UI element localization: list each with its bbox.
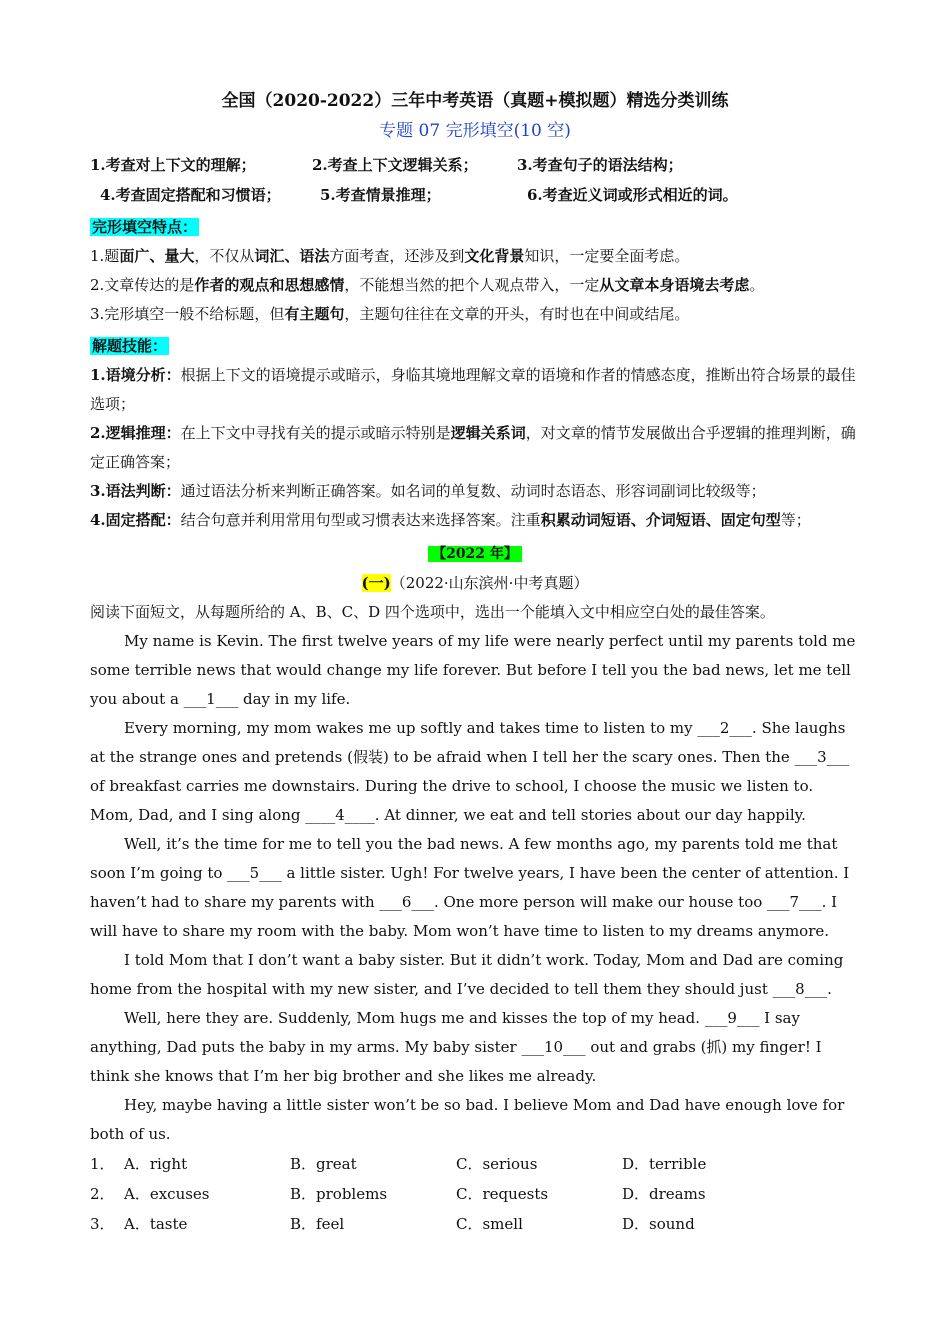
exam-points-row: [90, 150, 860, 180]
option-b: B．problems: [290, 1185, 388, 1203]
passage-paragraph: Well, it’s the time for me to tell you the bad news. A few months ago, my parents told me that soon I’m going to ___5___ a little sister. Ugh! For twelve years, I have been the center of attention. I haven’t had to share my parents with ___6___. One more person will make our house too ___7___. I will have to share my room with the baby. Mom won’t have time to listen to my dreams anymore.: [90, 835, 850, 940]
exam-point: 3.考查句子的语法结构；: [517, 156, 683, 174]
option-d: D．dreams: [622, 1185, 706, 1203]
part-label: (一): [361, 574, 391, 592]
exam-points: [90, 150, 860, 210]
page-title: 全国（2020-2022）三年中考英语（真题+模拟题）精选分类训练: [221, 91, 729, 111]
document-page: [90, 88, 860, 1239]
exam-point: 4.考查固定搭配和习惯语；: [100, 186, 281, 204]
question-number: 1．: [90, 1155, 115, 1173]
option-a: A．right: [124, 1155, 188, 1173]
skill-item: 2.逻辑推理：在上下文中寻找有关的提示或暗示特别是逻辑关系词，对文章的情节发展做出合乎逻辑的推理判断，确定正确答案；: [90, 424, 856, 471]
skills-heading-line: [90, 331, 860, 361]
feature-item: 1.题面广、量大，不仅从词汇、语法方面考查，还涉及到文化背景知识，一定要全面考虑。: [90, 247, 690, 265]
feature-item: 2.文章传达的是作者的观点和思想感情，不能想当然的把个人观点带入，一定从文章本身语境去考虑。: [90, 276, 765, 294]
feature-item: 3.完形填空一般不给标题，但有主题句，主题句往往在文章的开头，有时也在中间或结尾。: [90, 305, 690, 323]
passage-paragraph: My name is Kevin. The first twelve years of my life were nearly perfect until my parents told me some terrible news that would change my life forever. But before I tell you the bad news, let me tell you about a ___1___ day in my life.: [90, 632, 856, 708]
exam-point: 1.考查对上下文的理解；: [90, 156, 256, 174]
option-row: [90, 1149, 860, 1179]
features-heading: 完形填空特点：: [92, 218, 198, 236]
exam-point: 6.考查近义词或形式相近的词。: [527, 186, 738, 204]
option-b: B．feel: [290, 1215, 345, 1233]
features-heading-line: [90, 212, 860, 242]
question-number: 2．: [90, 1185, 115, 1203]
instruction: 阅读下面短文，从每题所给的 A、B、C、D 四个选项中，选出一个能填入文中相应空白处的最佳答案。: [90, 603, 775, 621]
exam-point: 5.考查情景推理；: [320, 186, 441, 204]
option-d: D．sound: [622, 1215, 695, 1233]
exam-point: 2.考查上下文逻辑关系；: [312, 156, 478, 174]
option-c: C．serious: [456, 1155, 538, 1173]
page-subtitle: 专题 07 完形填空(10 空): [379, 121, 571, 141]
skill-item: 1.语境分析：根据上下文的语境提示或暗示，身临其境地理解文章的语境和作者的情感态度，推断出符合场景的最佳选项；: [90, 366, 856, 413]
option-row: [90, 1209, 860, 1239]
passage-paragraph: I told Mom that I don’t want a baby sister. But it didn’t work. Today, Mom and Dad are coming home from the hospital with my new sister, and I’ve decided to tell them they should just ___8___.: [90, 951, 844, 998]
skill-item: 3.语法判断：通过语法分析来判断正确答案。如名词的单复数、动词时态语态、形容词副词比较级等；: [90, 482, 766, 500]
option-a: A．taste: [124, 1215, 188, 1233]
year-label-line: [90, 539, 860, 569]
part-source-line: [90, 569, 860, 598]
exam-points-row: [90, 180, 860, 210]
year-label: 【2022 年】: [428, 546, 522, 562]
passage: [90, 627, 860, 1149]
option-b: B．great: [290, 1155, 357, 1173]
question-number: 3．: [90, 1215, 115, 1233]
option-c: C．requests: [456, 1185, 549, 1203]
option-d: D．terrible: [622, 1155, 707, 1173]
passage-paragraph: Well, here they are. Suddenly, Mom hugs me and kisses the top of my head. ___9___ I say anything, Dad puts the baby in my arms. My baby sister ___10___ out and grabs (抓) my finger! I think she knows that I’m her big brother and she likes me already.: [90, 1009, 822, 1085]
option-c: C．smell: [456, 1215, 523, 1233]
skill-item: 4.固定搭配：结合句意并利用常用句型或习惯表达来选择答案。注重积累动词短语、介词短语、固定句型等；: [90, 511, 811, 529]
passage-paragraph: Every morning, my mom wakes me up softly and takes time to listen to my ___2___. She laughs at the strange ones and pretends (假装) to be afraid when I tell her the scary ones. Then the ___3___ of breakfast carries me downstairs. During the drive to school, I choose the music we listen to. Mom, Dad, and I sing along ____4____. At dinner, we eat and tell stories about our day happily.: [90, 719, 850, 824]
skills-heading: 解题技能：: [92, 337, 168, 355]
passage-paragraph: Hey, maybe having a little sister won’t be so bad. I believe Mom and Dad have enough love for both of us.: [90, 1096, 845, 1143]
option-a: A．excuses: [124, 1185, 210, 1203]
question-source: （2022·山东滨州·中考真题）: [390, 574, 589, 592]
option-row: [90, 1179, 860, 1209]
options-list: [90, 1149, 860, 1239]
